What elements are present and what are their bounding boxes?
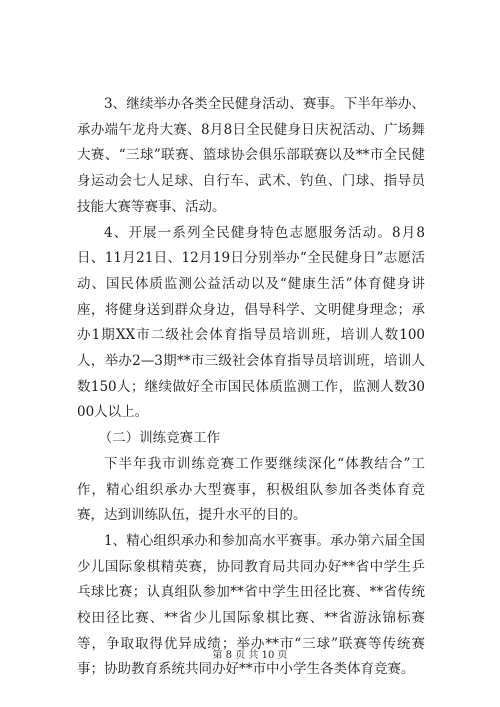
paragraph-high-level-events: 1、精心组织承办和参加高水平赛事。承办第六届全国少儿国际象棋精英赛，协同教育局共同办好**省中学生乒乓球比赛；认真组队参加**省中学生田径比赛、**省传统校田径比赛、**省少儿国际象棋比赛、**省游泳锦标赛等，争取取得优异成绩；举办**市“三球”联赛等传统赛事；协助教育系统共同办好**市中小学生各类体育竞赛。 <box>77 532 425 678</box>
section-heading-training: （二）训练竞赛工作 <box>98 430 221 447</box>
document-body <box>77 92 425 683</box>
paragraph-training-intro: 下半年我市训练竞赛工作要继续深化“体教结合”工作，精心组织承办大型赛事，积极组队参加各类体育竞赛，达到训练队伍，提升水平的目的。 <box>77 455 425 524</box>
paragraph-fitness-events: 3、继续举办各类全民健身活动、赛事。下半年举办、承办端午龙舟大赛、8月8日全民健身日庆祝活动、广场舞大赛、“三球”联赛、篮球协会俱乐部联赛以及**市全民健身运动会七人足球、自行车、武术、钓鱼、门球、指导员技能大赛等赛事、活动。 <box>77 96 425 215</box>
page-footer: 第 8 页 共 10 页 <box>212 650 288 661</box>
paragraph-volunteer-services: 4、开展一系列全民健身特色志愿服务活动。8月8日、11月21日、12月19日分别举办“全民健身日”志愿活动、国民体质监测公益活动以及“健康生活”体育健身讲座，将健身送到群众身边，倡导科学、文明健身理念；承办1期XX市二级社会体育指导员培训班，培训人数100人，举办2—3期**市三级社会体育指导员培训班，培训人数150人；继续做好全市国民体质监测工作，监测人数3000人以上。 <box>77 224 425 421</box>
